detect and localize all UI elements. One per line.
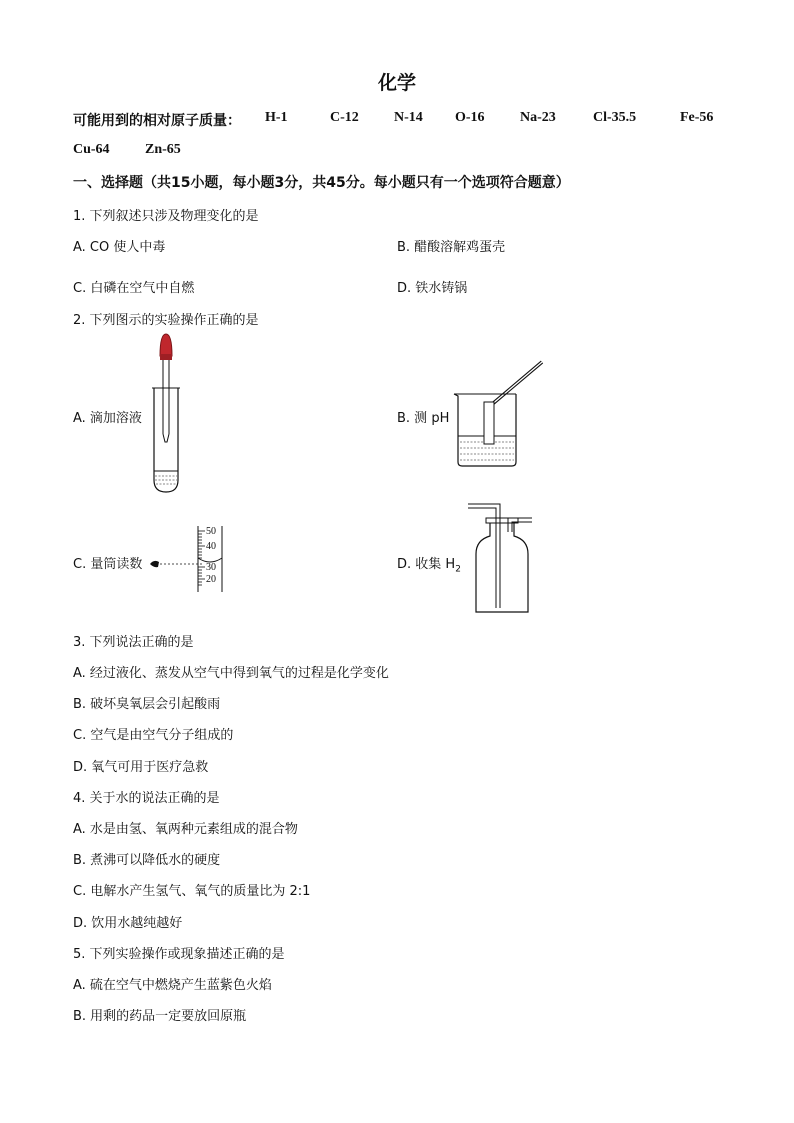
mass-c: C-12	[330, 110, 359, 125]
q5-stem: 5. 下列实验操作或现象描述正确的是	[73, 947, 285, 962]
q4-option-c: C. 电解水产生氢气、氧气的质量比为 2:1	[73, 884, 311, 899]
mass-h: H-1	[265, 110, 288, 125]
q3-option-a: A. 经过液化、蒸发从空气中得到氧气的过程是化学变化	[73, 666, 389, 681]
page-title: 化学	[377, 72, 416, 94]
dropper-bulb	[160, 334, 172, 356]
eye-icon	[150, 561, 159, 567]
mass-zn: Zn-65	[145, 142, 181, 157]
mass-o: O-16	[455, 110, 485, 125]
graduated-cylinder-figure	[148, 524, 228, 596]
test-tube	[154, 388, 178, 492]
q5-option-b: B. 用剩的药品一定要放回原瓶	[73, 1009, 247, 1024]
mass-fe: Fe-56	[680, 110, 714, 125]
q2-option-b: B. 测 pH	[397, 411, 450, 426]
cylinder-tick-20: 20	[206, 574, 216, 585]
q2-option-a: A. 滴加溶液	[73, 411, 142, 426]
q3-option-d: D. 氧气可用于医疗急救	[73, 760, 209, 775]
mass-cl: Cl-35.5	[593, 110, 637, 125]
ph-paper	[484, 402, 494, 444]
dropper-test-tube-figure	[148, 330, 188, 500]
q4-option-b: B. 煮沸可以降低水的硬度	[73, 853, 221, 868]
beaker-ph-figure	[452, 358, 548, 470]
q1-option-b: B. 醋酸溶解鸡蛋壳	[397, 240, 506, 255]
cylinder-tick-40: 40	[206, 541, 216, 552]
q4-stem: 4. 关于水的说法正确的是	[73, 791, 220, 806]
q2-option-d-subscript: 2	[455, 564, 461, 575]
q1-stem: 1. 下列叙述只涉及物理变化的是	[73, 209, 259, 224]
q4-option-a: A. 水是由氢、氧两种元素组成的混合物	[73, 822, 298, 837]
q4-option-d: D. 饮用水越纯越好	[73, 916, 183, 931]
q3-stem: 3. 下列说法正确的是	[73, 635, 194, 650]
q5-option-a: A. 硫在空气中燃烧产生蓝紫色火焰	[73, 978, 272, 993]
cylinder-tick-50: 50	[206, 526, 216, 537]
q2-option-d	[397, 553, 461, 575]
mass-na: Na-23	[520, 110, 556, 125]
q3-option-b: B. 破坏臭氧层会引起酸雨	[73, 697, 221, 712]
q3-option-c: C. 空气是由空气分子组成的	[73, 728, 234, 743]
q1-option-c: C. 白磷在空气中自燃	[73, 281, 195, 296]
q2-option-c: C. 量筒读数	[73, 557, 143, 572]
mass-cu: Cu-64	[73, 142, 110, 157]
cylinder-tick-30: 30	[206, 562, 216, 573]
gas-bottle	[476, 522, 528, 612]
atomic-mass-label: 可能用到的相对原子质量：	[73, 113, 241, 129]
q2-stem: 2. 下列图示的实验操作正确的是	[73, 313, 259, 328]
gas-collecting-bottle-figure	[464, 502, 536, 618]
section-heading: 一、选择题（共15小题，每小题3分，共45分。每小题只有一个选项符合题意）	[73, 175, 570, 191]
q1-option-d: D. 铁水铸锅	[397, 281, 468, 296]
q1-option-a: A. CO 使人中毒	[73, 240, 166, 255]
mass-n: N-14	[394, 110, 423, 125]
q2-option-d-text: D. 收集 H	[397, 557, 456, 572]
